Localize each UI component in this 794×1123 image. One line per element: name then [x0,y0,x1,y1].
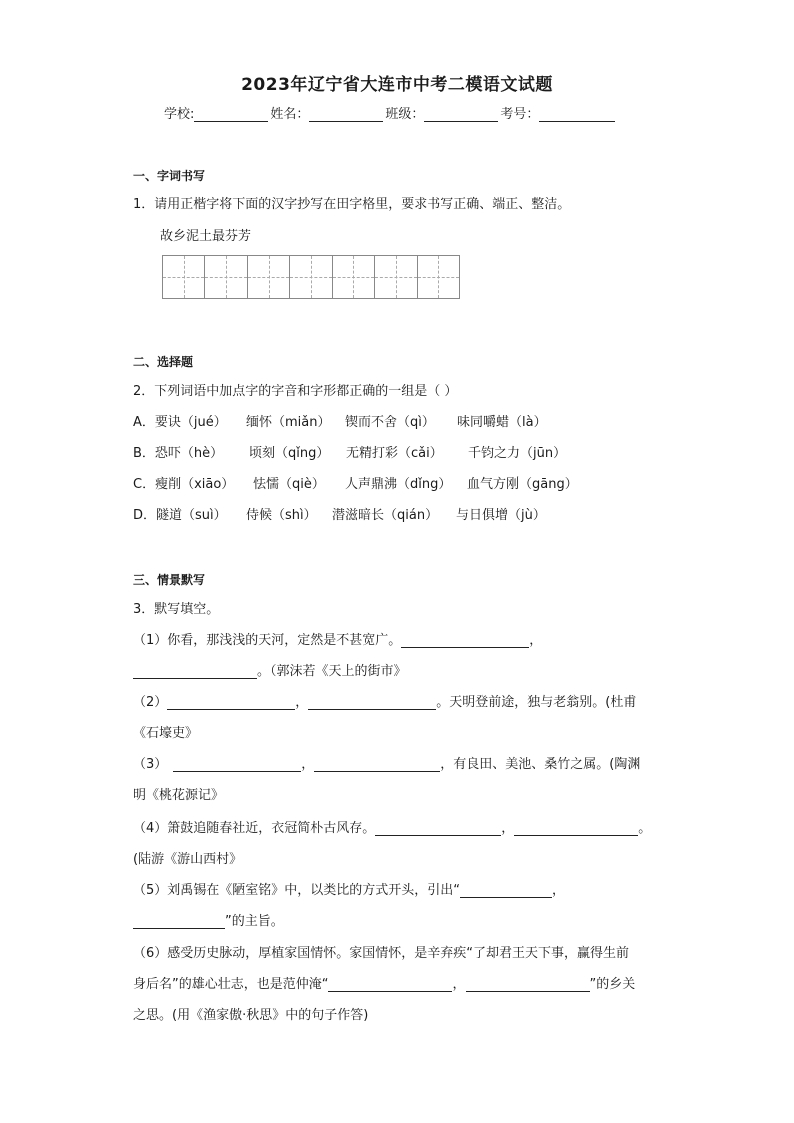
fill-blank[interactable] [375,822,501,836]
tianzige-grid[interactable] [162,255,460,299]
fill-blank[interactable] [460,884,552,898]
student-info-row [164,103,617,122]
fill-blank[interactable] [167,696,295,710]
fill-blank[interactable] [401,634,529,648]
section-1-heading: 一、字词书写 [133,169,206,183]
item-3-line-1: （3） ， ，有良田、美池、桑竹之属。(陶渊 [133,757,641,772]
school-label: 学校: [164,107,195,122]
grid-cell[interactable] [333,256,375,298]
grid-cell[interactable] [418,256,459,298]
fill-blank[interactable] [133,915,225,929]
class-label: 班级： [385,107,425,122]
name-blank[interactable] [309,107,383,122]
option-d[interactable]: D．隧道（suì） 侍候（shì） 潜滋暗长（qián） 与日俱增（jù） [133,508,546,523]
class-blank[interactable] [424,107,498,122]
item-6-line-3: 之思。(用《渔家傲·秋思》中的句子作答) [133,1008,369,1023]
fill-blank[interactable] [308,696,436,710]
section-3-heading: 三、情景默写 [133,573,206,587]
item-6-line-1: （6）感受历史脉动，厚植家国情怀。家国情怀，是辛弃疾“了却君王天下事，赢得生前 [133,946,630,961]
fill-blank[interactable] [328,978,452,992]
exam-no-blank[interactable] [539,107,615,122]
item-3-line-2: 明《桃花源记》 [133,788,225,803]
question-2: 2．下列词语中加点字的字音和字形都正确的一组是（ ） [133,384,458,399]
fill-blank[interactable] [173,758,301,772]
option-b[interactable]: B．恐吓（hè） 顷刻（qǐng） 无精打彩（cǎi） 千钧之力（jūn） [133,446,567,461]
item-6-line-2: 身后名”的雄心壮志，也是范仲淹“ ， ”的乡关 [133,977,636,992]
fill-blank[interactable] [314,758,440,772]
section-2-heading: 二、选择题 [133,355,194,369]
page-title: 2023年辽宁省大连市中考二模语文试题 [241,75,553,95]
item-5-line-1: （5）刘禹锡在《陋室铭》中，以类比的方式开头，引出“ ， [133,883,566,898]
option-c[interactable]: C．瘦削（xiāo） 怯懦（qiè） 人声鼎沸（dǐng） 血气方刚（gāng） [133,477,578,492]
item-2-line-1: （2） ， 。天明登前途，独与老翁别。(杜甫 [133,695,637,710]
item-4-line-1: （4）箫鼓追随春社近，衣冠简朴古风存。 ， 。 [133,821,652,836]
copy-phrase: 故乡泥土最芬芳 [160,229,252,244]
question-1: 1．请用正楷字将下面的汉字抄写在田字格里，要求书写正确、端正、整洁。 [133,197,571,212]
grid-cell[interactable] [248,256,290,298]
fill-blank[interactable] [466,978,590,992]
fill-blank[interactable] [133,665,257,679]
grid-cell[interactable] [205,256,247,298]
item-4-line-2: (陆游《游山西村》 [133,852,243,867]
item-2-line-2: 《石壕吏》 [133,726,199,741]
question-3: 3．默写填空。 [133,602,220,617]
school-blank[interactable] [194,107,268,122]
name-label: 姓名： [270,107,310,122]
option-a[interactable]: A．要诀（jué） 缅怀（miǎn） 锲而不舍（qì） 味同嚼蜡（là） [133,415,547,430]
grid-cell[interactable] [163,256,205,298]
exam-no-label: 考号： [500,107,540,122]
fill-blank[interactable] [514,822,638,836]
item-1-line-2: 。（郭沫若《天上的街市》 [133,660,407,679]
item-5-line-2: ”的主旨。 [133,910,284,929]
grid-cell[interactable] [290,256,332,298]
grid-cell[interactable] [375,256,417,298]
item-1-line-1: （1）你看，那浅浅的天河，定然是不甚宽广。 ， [133,633,543,648]
